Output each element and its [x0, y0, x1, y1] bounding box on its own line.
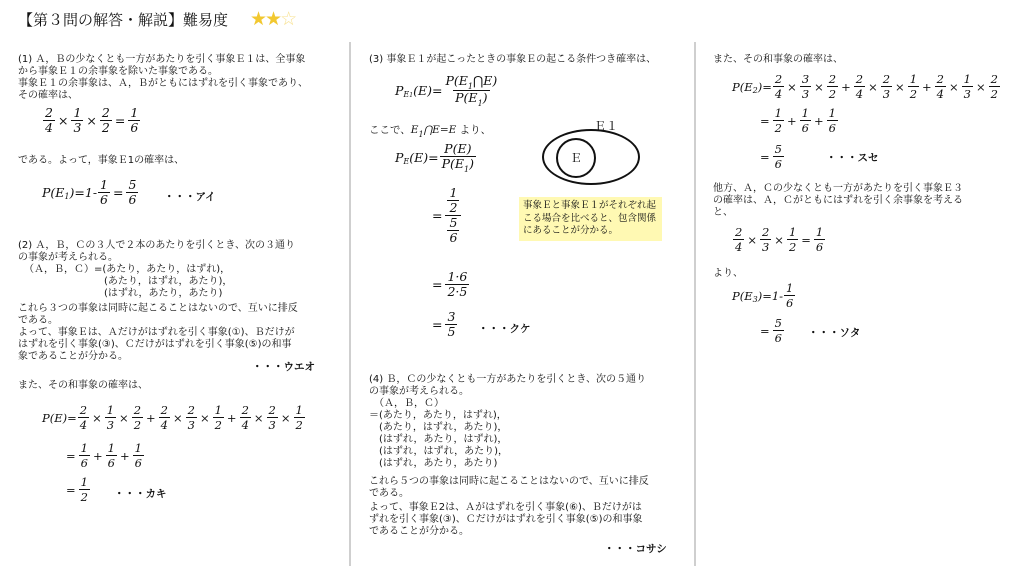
answer-kuke: ・・・クケ [478, 323, 531, 335]
col1-p3-line6: これら３つの事象は同時に起こることはないので、互いに排反 [18, 303, 298, 314]
col1-formula-1: $\frac{2}{4}$ × $\frac{1}{3}$ × $\frac{2}{2}$ = $\frac{1}{6}$ [45, 105, 139, 135]
col1-p3-line4: (あたり，はずれ，あたり)， [24, 276, 233, 287]
col3-formula-3: = $\frac{5}{6}$ [760, 142, 782, 171]
col1-p1-line4: その確率は、 [18, 90, 78, 101]
venn-label-e: Ｅ [570, 151, 583, 165]
col1-p3-line1: (2) Ａ，Ｂ，Ｃの３人で２本のあたりを引くとき、次の３通り [18, 240, 295, 251]
page-title [18, 9, 295, 30]
col1-p3-line5: (はずれ，あたり，あたり) [24, 288, 223, 299]
star-filled-icon: ★★ [250, 8, 281, 30]
col2-formula-3: = 1 2 5 6 [430, 186, 462, 245]
col2-p3-line11: よって、事象Ｅ2は、Ａがはずれを引く事象(⑥)、Ｂだけがは [369, 502, 642, 513]
answer-ai: ・・・アイ [164, 191, 216, 203]
col2-p3-line12: ずれを引く事象(③)、Ｃだけがはずれを引く事象(⑤)の和事象 [369, 514, 643, 525]
col3-formula-2: = $\frac{1}{2}$ + $\frac{1}{6}$ + $\frac{1}{6}$ [760, 106, 836, 135]
col3-p3: より、 [713, 268, 743, 279]
col2-p3-line3: （Ａ，Ｂ，Ｃ） [369, 398, 444, 409]
note-box: 事象Ｅと事象Ｅ１がそれぞれ起こる場合を比べると、包含関係にあることが分かる。 [519, 197, 662, 241]
answer-ueo: ・・・ウエオ [252, 361, 315, 373]
col2-p3-line4: ＝(あたり，あたり，はずれ)， [369, 410, 507, 421]
column-divider-1 [349, 42, 351, 566]
col2-p3-line8: (はずれ，あたり，あたり) [369, 458, 498, 469]
col3-formula-1: P(E 2 )= $\frac{2}{4}$ × $\frac{3}{3}$ × $\frac{2}{2}$ + $\frac{2}{4}$ × $\frac{2}{3}$ × $\frac{1}{2}$ + $\frac{2}{4}$ × $\frac{1}{3}$ × $\frac{2}{2}$ [732, 72, 998, 101]
col1-p3-line7: である。 [18, 315, 58, 326]
col1-p2: である。よって，事象Ｅ1の確率は、 [18, 155, 185, 166]
col2-p3-line13: であることが分かる。 [369, 526, 469, 537]
col3-p1: また、その和事象の確率は、 [713, 54, 843, 65]
col2-p3-line1: (4) Ｂ，Ｃの少なくとも一方があたりを引くとき、次の５通り [369, 374, 646, 385]
venn-label-e1: Ｅ１ [594, 119, 619, 133]
col1-p3-line9: はずれを引く事象(③)、Ｃだけがはずれを引く事象(⑤)の和事 [18, 339, 292, 350]
col3-p2-line2: の確率は、Ａ，Ｃがともにはずれを引く余事象を考える [713, 195, 963, 206]
col2-formula-5: = $\frac{3}{5}$ [432, 309, 456, 339]
col1-p3-line2: の事象が考えられる。 [18, 252, 118, 263]
star-empty-icon: ☆ [280, 8, 296, 30]
col3-formula-6: = $\frac{5}{6}$ [760, 316, 782, 345]
answer-suse: ・・・スセ [826, 152, 879, 164]
col1-p1-line3: 事象Ｅ１の余事象は、Ａ，Ｂがともにはずれを引く事象であり、 [18, 78, 308, 89]
col2-p3-line7: (はずれ，はずれ，あたり)， [369, 446, 509, 457]
col1-formula-2: P(E 1 )=1- $\frac{1}{6}$ = $\frac{5}{6}$ [42, 177, 137, 207]
col1-p4: また、その和事象の確率は、 [18, 380, 148, 391]
col2-p3-line2: の事象が考えられる。 [369, 386, 469, 397]
difficulty-stars [250, 10, 295, 29]
col3-formula-4: $\frac{2}{4}$ × $\frac{2}{3}$ × $\frac{1}{2}$ = $\frac{1}{6}$ [735, 225, 824, 254]
col1-formula-4: = $\frac{1}{6}$ + $\frac{1}{6}$ + $\frac{1}{6}$ [66, 441, 142, 470]
col1-formula-5: = $\frac{1}{2}$ [66, 475, 88, 504]
col2-p3-line9: これら５つの事象は同時に起こることはないので、互いに排反 [369, 476, 649, 487]
col1-p3-line3: （Ａ，Ｂ，Ｃ）=(あたり，あたり，はずれ)， [24, 264, 231, 275]
answer-kaki: ・・・カキ [114, 488, 167, 500]
col2-p3-line10: である。 [369, 488, 409, 499]
col3-p2-line1: 他方、Ａ，Ｃの少なくとも一方があたりを引く事象Ｅ３ [713, 183, 963, 194]
answer-sota: ・・・ソタ [808, 327, 861, 339]
col2-formula-2: P E (E)= $\frac{P(E)}{P(E_1)}$ [395, 141, 475, 174]
col3-p2-line3: と、 [713, 207, 733, 218]
answer-kosashi: ・・・コサシ [604, 543, 667, 555]
col2-p3-line5: (あたり，はずれ，あたり)， [369, 422, 508, 433]
col1-p3-line10: 象であることが分かる。 [18, 351, 128, 362]
col2-p2: ここで、$E_1⋂E=E$ より、 [369, 124, 492, 139]
col1-p3-line8: よって、事象Ｅは、Ａだけがはずれを引く事象(①)、Ｂだけが [18, 327, 295, 338]
column-divider-2 [694, 42, 696, 566]
col1-p1-line2: から事象Ｅ１の余事象を除いた事象である。 [18, 66, 218, 77]
col1-p1-line1: (1) Ａ，Ｂの少なくとも一方があたりを引く事象Ｅ１は、全事象 [18, 54, 306, 65]
col1-formula-3: P(E)= $\frac{2}{4}$ × $\frac{1}{3}$ × $\frac{2}{2}$ + $\frac{2}{4}$ × $\frac{2}{3}$ × $\frac{1}{2}$ + $\frac{2}{4}$ × $\frac{2}{3}$ × $\frac{1}{2}$ [42, 403, 303, 432]
col2-p3-line6: (はずれ，あたり，はずれ)， [369, 434, 508, 445]
col2-formula-4: = $\frac{1\cdot 6}{2\cdot 5}$ [432, 269, 468, 299]
col2-p1: (3) 事象Ｅ１が起こったときの事象Ｅの起こる条件つき確率は、 [369, 54, 657, 65]
title-text: 【第３問の解答・解説】難易度 [18, 11, 229, 29]
col2-formula-1: P E1 (E)= $\frac{P(E_1⋂E)}{P(E_1)}$ [395, 73, 498, 108]
col3-formula-5: P(E 3 )=1- $\frac{1}{6}$ [732, 281, 794, 310]
